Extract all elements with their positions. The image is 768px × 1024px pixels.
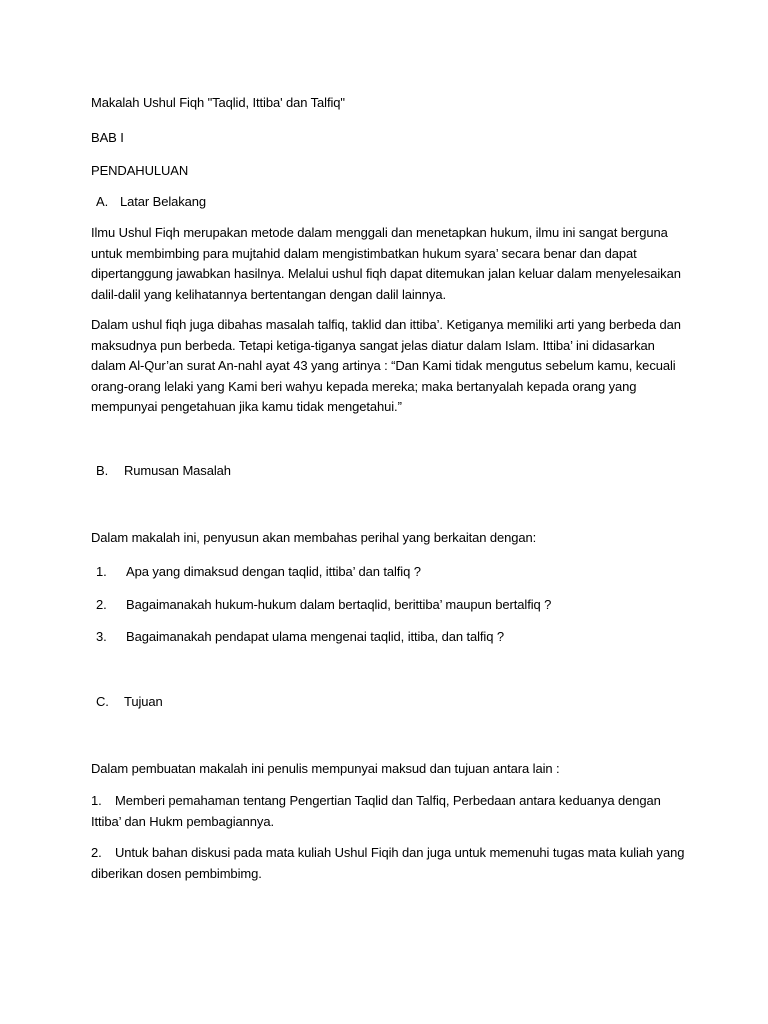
- goal-line: [91, 843, 691, 864]
- goal-line: diberikan dosen pembimbimg.: [91, 865, 262, 881]
- paragraph-line: dipertanggung jawabkan hasilnya. Melalui ushul fiqh dapat ditemukan jalan keluar dalam menyelesaikan: [91, 266, 681, 281]
- background-paragraph-1: [91, 223, 691, 305]
- paragraph-line: maksudnya pun berbeda. Tetapi ketiga-tiganya sangat jelas diatur dalam Islam. Ittiba’ ini didasarkan: [91, 337, 655, 353]
- section-b-title: Rumusan Masalah: [124, 463, 231, 478]
- chapter-number: BAB I: [91, 130, 124, 145]
- paragraph-line: orang-orang lelaki yang Kami beri wahyu kepada mereka; maka bertanyalah kepada orang yang: [91, 378, 637, 394]
- paragraph-line: mempunyai pengetahuan jika kamu tidak mengetahui.”: [91, 399, 402, 414]
- section-a-title: Latar Belakang: [120, 194, 207, 209]
- list-item-marker: 1.: [96, 564, 107, 579]
- paragraph-line: dalil-dalil yang kelihatannya bertentangan dengan dalil lainnya.: [91, 286, 446, 302]
- goal-text: Memberi pemahaman tentang Pengertian Taqlid dan Talfiq, Perbedaan antara keduanya dengan: [115, 793, 661, 808]
- section-c-title: Tujuan: [124, 694, 163, 709]
- section-a-marker: A.: [96, 194, 109, 209]
- list-item-text: Bagaimanakah pendapat ulama mengenai taqlid, ittiba, dan talfiq ?: [126, 629, 504, 644]
- section-c-heading: [96, 692, 163, 712]
- paragraph-line: Ilmu Ushul Fiqh merupakan metode dalam menggali dan menetapkan hukum, ilmu ini sangat berguna: [91, 225, 668, 240]
- list-item-marker: 2.: [96, 597, 107, 612]
- paragraph-line: untuk membimbing para mujtahid dalam mengistimbatkan hukum syara’ secara benar dan dapat: [91, 245, 637, 261]
- list-item: [96, 627, 504, 647]
- section-a-heading: [96, 192, 206, 212]
- list-item: [96, 562, 421, 582]
- chapter-title: PENDAHULUAN: [91, 163, 189, 178]
- goal-item: [91, 843, 691, 884]
- paragraph-line: dalam Al-Qur’an surat An-nahl ayat 43 yang artinya : “Dan Kami tidak mengutus sebelum kamu, kecuali: [91, 358, 676, 373]
- goal-intro: Dalam pembuatan makalah ini penulis mempunyai maksud dan tujuan antara lain :: [91, 761, 560, 776]
- goal-marker: 1.: [91, 793, 102, 808]
- section-c-marker: C.: [96, 694, 109, 709]
- list-item-marker: 3.: [96, 629, 107, 644]
- list-item: [96, 595, 551, 615]
- problem-intro: Dalam makalah ini, penyusun akan membahas perihal yang berkaitan dengan:: [91, 530, 537, 545]
- paragraph-line: Dalam ushul fiqh juga dibahas masalah talfiq, taklid dan ittiba’. Ketiganya memiliki arti yang berbeda dan: [91, 317, 681, 332]
- section-b-heading: [96, 461, 231, 481]
- section-b-marker: B.: [96, 463, 109, 478]
- goal-text: Untuk bahan diskusi pada mata kuliah Ushul Fiqih dan juga untuk memenuhi tugas mata kuliah yang: [115, 845, 685, 860]
- list-item-text: Bagaimanakah hukum-hukum dalam bertaqlid, berittiba’ maupun bertalfiq ?: [126, 597, 552, 612]
- background-paragraph-2: [91, 315, 691, 418]
- goal-line: Ittiba’ dan Hukm pembagiannya.: [91, 813, 274, 829]
- goal-marker: 2.: [91, 845, 102, 860]
- goal-item: [91, 791, 691, 832]
- goal-line: [91, 791, 691, 812]
- document-title: Makalah Ushul Fiqh "Taqlid, Ittiba' dan Talfiq": [91, 95, 345, 110]
- list-item-text: Apa yang dimaksud dengan taqlid, ittiba’ dan talfiq ?: [126, 564, 421, 579]
